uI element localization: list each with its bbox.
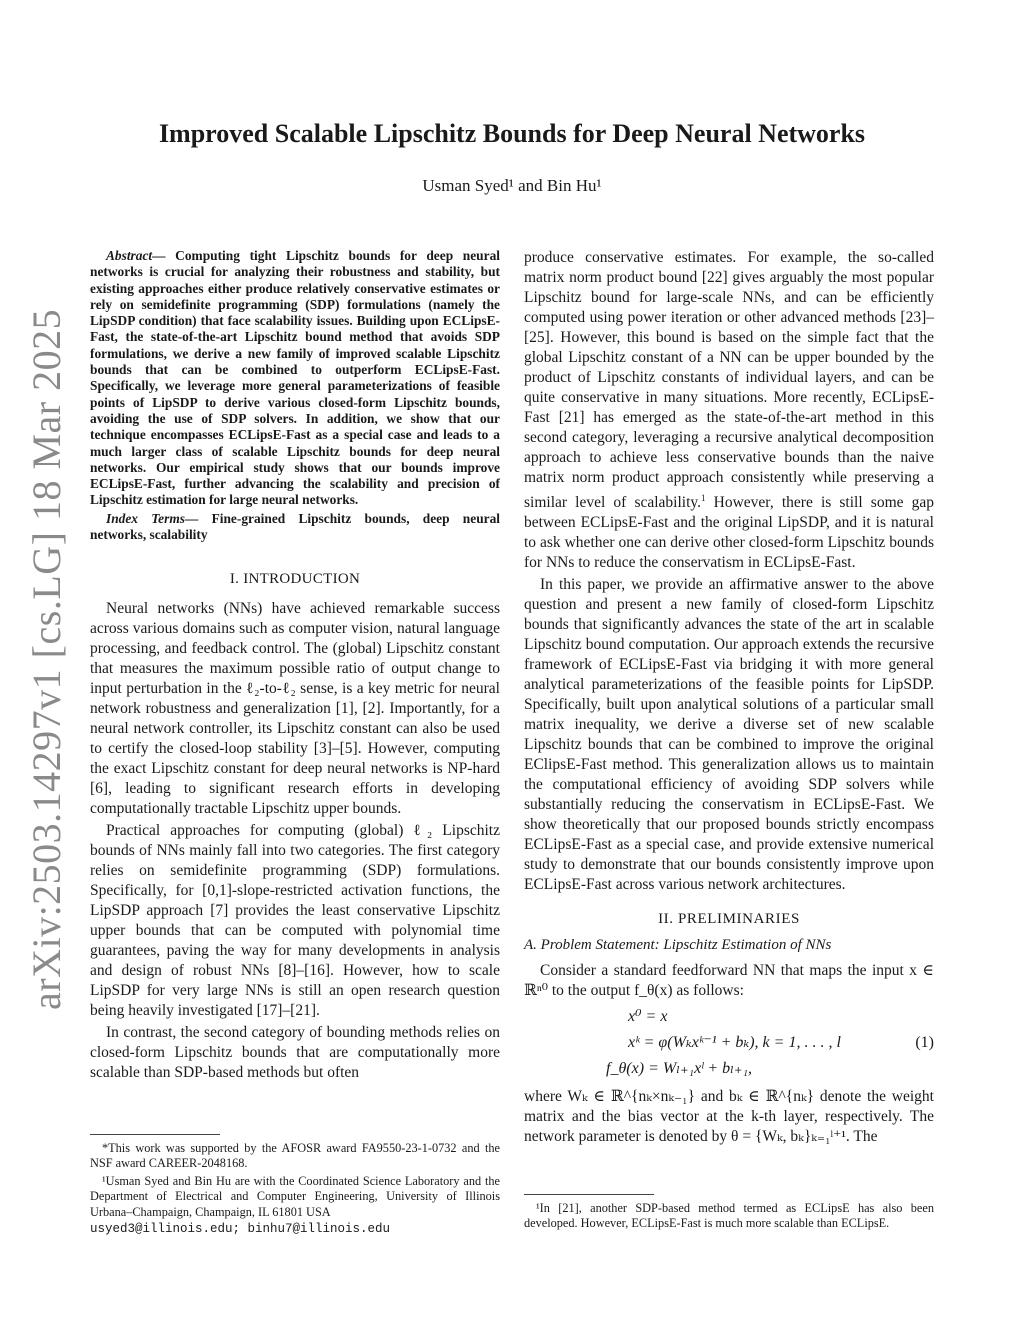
left-footnotes: [90, 1134, 500, 1237]
paper-title: Improved Scalable Lipschitz Bounds for Deep Neural Networks: [158, 119, 866, 148]
equation-number: (1): [915, 1034, 934, 1052]
intro-paragraph-2: Practical approaches for computing (global) ℓ₂ Lipschitz bounds of NNs mainly fall into two categories. The first category relies on semidefinite programming (SDP) formulations. Specifically, for [0,1]-slope-restricted activation functions, the LipSDP approach [7] provides the least conservative Lipschitz upper bounds that can be computed with polynomial time guarantees, paving the way for many developments in analysis and design of robust NNs [8]–[16]. However, how to scale LipSDP for very large NNs is still an open research question being heavily investigated [17]–[21].: [90, 822, 500, 1020]
prelim-paragraph-1: Consider a standard feedforward NN that maps the input x ∈ ℝⁿ⁰ to the output f_θ(x) as follows:: [524, 962, 934, 1000]
arxiv-sidebar-stamp: arXiv:2503.14297v1 [cs.LG] 18 Mar 2025: [24, 308, 69, 1010]
intro-paragraph-1: Neural networks (NNs) have achieved remarkable success across various domains such as computer vision, natural language processing, and feedback control. The (global) Lipschitz constant that measures the maximum possible ratio of output change to input perturbation in the ℓ₂-to-ℓ₂ sense, is a key metric for neural network robustness and generalization [1], [2]. Importantly, for a neural network controller, its Lipschitz constant can also be used to certify the closed-loop stability [3]–[5]. However, computing the exact Lipschitz constant for deep neural networks is NP-hard [6], leading to significant research efforts in developing computationally tractable Lipschitz upper bounds.: [90, 600, 500, 818]
equation-line-3: f_θ(x) = Wₗ₊₁xˡ + bₗ₊₁,: [606, 1060, 753, 1078]
section-heading-preliminaries: II. PRELIMINARIES: [658, 911, 800, 928]
abstract-label: Abstract—: [106, 248, 166, 263]
footnote-divider: [524, 1194, 654, 1195]
index-terms: [90, 511, 500, 544]
author-line: Usman Syed¹ and Bin Hu¹: [422, 176, 602, 195]
equation-line-2: xᵏ = φ(Wₖxᵏ⁻¹ + bₖ), k = 1, . . . , l: [628, 1034, 841, 1052]
abstract-text: Computing tight Lipschitz bounds for deep neural networks is crucial for analyzing their robustness and stability, but existing approaches either produce relatively conservative estimates or rely on semidefinite programming (SDP) formulations (namely the LipSDP condition) that face scalability issues. Building upon ECLipsE-Fast, the state-of-the-art Lipschitz bound method that avoids SDP formulations, we derive a new family of improved scalable Lipschitz bounds that can be combined to outperform ECLipsE-Fast. Specifically, we leverage more general parameterizations of feasible points of LipSDP to derive various closed-form Lipschitz bounds, avoiding the use of SDP solvers. In addition, we show that our technique encompasses ECLipsE-Fast as a special case and leads to a much larger class of scalable Lipschitz bounds for deep neural networks. Our empirical study shows that our bounds improve ECLipsE-Fast, further advancing the scalability and precision of Lipschitz estimation for large neural networks.: [90, 248, 500, 508]
eclipse-footnote: ¹In [21], another SDP-based method termed as ECLipsE has also been developed. However, ECLipsE-Fast is much more scalable than ECLipsE.: [524, 1201, 934, 1231]
footnote-marker: 1: [701, 493, 706, 503]
section-heading-introduction: I. INTRODUCTION: [229, 571, 361, 588]
subsection-heading-problem-statement: A. Problem Statement: Lipschitz Estimation of NNs: [524, 937, 832, 954]
intro-paragraph-3: In contrast, the second category of bounding methods relies on closed-form Lipschitz bounds that are computationally more scalable than SDP-based methods but often: [90, 1024, 500, 1082]
equation-1: [524, 1005, 934, 1083]
intro-p3-end-text: However, there is still some gap between ECLipsE-Fast and the original LipSDP, and it is natural to ask whether one can derive other closed-form Lipschitz bounds for NNs to reduce the conservatism in ECLipsE-Fast.: [524, 494, 935, 572]
prelim-paragraph-2: where Wₖ ∈ ℝ^{nₖ×nₖ₋₁} and bₖ ∈ ℝ^{nₖ} denote the weight matrix and the bias vector at the k-th layer, respectively. The network parameter is denoted by θ = {Wₖ, bₖ}ₖ₌₁ˡ⁺¹. The: [524, 1088, 934, 1146]
right-footnotes: [524, 1194, 934, 1232]
index-terms-label: Index Terms—: [106, 510, 199, 526]
left-column: [90, 248, 500, 1083]
equation-line-1: x⁰ = x: [628, 1008, 668, 1026]
intro-paragraph-3-continued: [524, 248, 934, 573]
affiliation-footnote: ¹Usman Syed and Bin Hu are with the Coordinated Science Laboratory and the Department of Electrical and Computer Engineering, University of Illinois Urbana–Champaign, Champaign, IL 61801 USA: [90, 1173, 500, 1219]
index-terms-text: Fine-grained Lipschitz bounds, deep neural networks, scalability: [90, 510, 500, 543]
right-column: [524, 248, 934, 1147]
funding-footnote: *This work was supported by the AFOSR award FA9550-23-1-0732 and the NSF award CAREER-2048168.: [90, 1141, 500, 1171]
abstract: [90, 248, 500, 509]
author-emails: usyed3@illinois.edu; binhu7@illinois.edu: [90, 1222, 391, 1237]
intro-paragraph-4: In this paper, we provide an affirmative answer to the above question and present a new family of closed-form Lipschitz bounds that significantly advances the state of the art in scalable Lipschitz bound computation. Our approach extends the recursive framework of ECLipsE-Fast via bridging it with more general analytical parameterizations of the feasible points for LipSDP. Specifically, built upon analytical solutions of a particular small matrix inequality, we derive a diverse set of new scalable Lipschitz bounds that can be combined to improve the original EClipsE-Fast method. This generalization allows us to maintain the computational efficiency of avoiding SDP solvers while substantially reducing the conservatism in ECLipsE-Fast. We show theoretically that our proposed bounds strictly encompass ECLipsE-Fast as a special case, and provide extensive numerical study to demonstrate that our bounds consistently improve upon ECLipsE-Fast across various network architectures.: [524, 576, 934, 894]
intro-p3-cont-text: produce conservative estimates. For example, the so-called matrix norm product bound [22] gives arguably the most popular Lipschitz bound for large-scale NNs, and can be efficiently computed using power iteration or other advanced methods [23]–[25]. However, this bound is based on the simple fact that the global Lipschitz constant of a NN can be upper bounded by the product of Lipschitz constants of individual layers, and can be quite conservative in many situations. More recently, ECLipsE-Fast [21] has emerged as the state-of-the-art method in this second category, leveraging a recursive analytical decomposition approach to achieve less conservative bounds than the naive matrix norm product approach consistently while preserving a similar level of scalability.: [524, 249, 934, 512]
footnote-divider: [90, 1134, 220, 1135]
